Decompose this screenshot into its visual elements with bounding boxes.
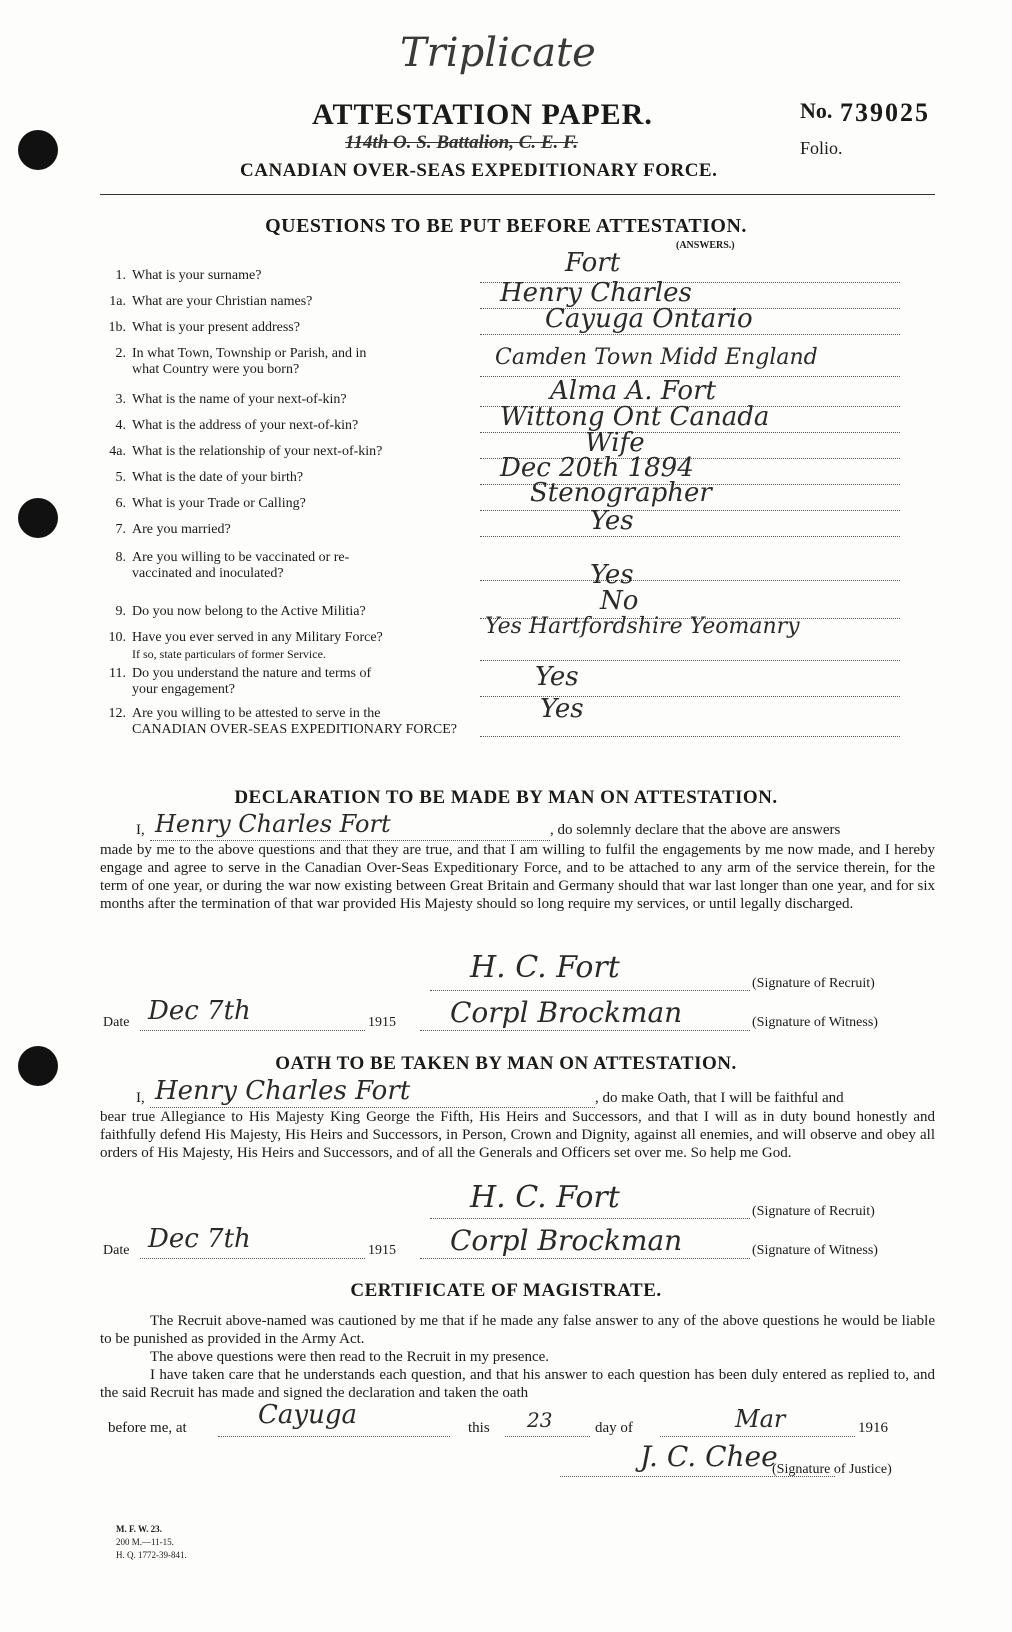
answer-text: Henry Charles <box>500 278 692 308</box>
certificate-heading: CERTIFICATE OF MAGISTRATE. <box>350 1280 662 1301</box>
declaration-witness-line <box>420 1030 750 1031</box>
oath-recruit-name: Henry Charles Fort <box>155 1076 411 1106</box>
oath-date: Dec 7th <box>148 1224 251 1254</box>
declaration-date: Dec 7th <box>148 996 251 1026</box>
certificate-day: 23 <box>527 1408 553 1432</box>
oath-body: bear true Allegiance to His Majesty King George the Fifth, His Heirs and Successors, and that I will as in duty bound honestly and faithfully defend His Majesty, His Heirs and Successors, in Person, Crown and Dignity, against all enemies, and will observe and obey all orders of His Majesty, His Heirs and Successors, and of all the Generals and Officers set over me. So help me God. <box>100 1109 935 1161</box>
certificate-paragraph-1 <box>100 1312 935 1348</box>
question-text: What is the date of your birth? <box>132 470 304 485</box>
declaration-recruit-label: (Signature of Recruit) <box>752 976 875 991</box>
question-number: 10. <box>108 630 126 645</box>
certificate-place-line <box>218 1436 450 1437</box>
oath-recruit-label: (Signature of Recruit) <box>752 1204 875 1219</box>
question-text: Do you understand the nature and terms of <box>132 666 372 681</box>
question-number: 1a. <box>109 294 126 309</box>
question-number: 7. <box>115 522 126 537</box>
certificate-year: 1916 <box>858 1420 888 1436</box>
triplicate-annotation: Triplicate <box>400 30 596 76</box>
oath-prefix: I, <box>136 1090 145 1106</box>
footer-print-run: 200 M.—11-15. <box>116 1537 174 1547</box>
document-title: ATTESTATION PAPER. <box>312 98 653 131</box>
oath-date-line <box>140 1258 365 1259</box>
question-number: 1. <box>115 268 126 283</box>
question-number: 4. <box>115 418 126 433</box>
answer-text: Dec 20th 1894 <box>500 453 694 483</box>
declaration-heading: DECLARATION TO BE MADE BY MAN ON ATTESTATION. <box>234 787 778 808</box>
answer-text: Camden Town Midd England <box>495 345 818 370</box>
oath-heading: OATH TO BE TAKEN BY MAN ON ATTESTATION. <box>275 1053 737 1074</box>
question-text: What is your surname? <box>132 268 262 283</box>
answer-text: Fort <box>565 248 621 278</box>
answers-label: (ANSWERS.) <box>676 240 735 251</box>
question-text-continued: If so, state particulars of former Service. <box>132 647 326 661</box>
question-row <box>100 604 366 620</box>
question-row <box>100 522 231 538</box>
declaration-date-label: Date <box>103 1015 130 1030</box>
certificate-before-label: before me, at <box>108 1420 187 1436</box>
justice-signature: J. C. Chee <box>640 1440 778 1473</box>
declaration-witness-label: (Signature of Witness) <box>752 1015 878 1030</box>
oath-recruit-signature-line <box>430 1218 750 1219</box>
certificate-p3-text: I have taken care that he understands each question, and that his answer to each question has been duly entered as replied to, and the said Recruit has made and signed the declaration and taken the oath <box>100 1367 935 1401</box>
answer-text: Cayuga Ontario <box>545 304 753 334</box>
answer-line <box>480 334 900 335</box>
question-text: Are you willing to be vaccinated or re- <box>132 550 350 565</box>
question-text: What is your present address? <box>132 320 300 335</box>
header-rule <box>100 194 935 195</box>
answer-text: Wittong Ont Canada <box>500 402 770 432</box>
certificate-month-line <box>660 1436 855 1437</box>
question-text: Are you married? <box>132 522 231 537</box>
question-text: What are your Christian names? <box>132 294 313 309</box>
question-row <box>100 630 383 663</box>
question-text: What is your Trade or Calling? <box>132 496 306 511</box>
question-number: 11. <box>109 666 126 681</box>
question-number: 3. <box>115 392 126 407</box>
answer-text: Yes Hartfordshire Yeomanry <box>485 614 800 639</box>
question-row <box>100 294 312 310</box>
question-text: Do you now belong to the Active Militia? <box>132 604 366 619</box>
answer-text: Yes <box>590 560 634 590</box>
answer-line <box>480 660 900 661</box>
question-number: 9. <box>115 604 126 619</box>
certificate-paragraph-3 <box>100 1366 935 1402</box>
question-text-continued: vaccinated and inoculated? <box>132 566 284 581</box>
declaration-line1-tail: , do solemnly declare that the above are answers <box>550 822 841 838</box>
question-text-continued: what Country were you born? <box>132 362 300 377</box>
certificate-month: Mar <box>735 1405 786 1433</box>
question-number: 2. <box>115 346 126 361</box>
answer-text: No <box>600 586 639 616</box>
question-row <box>100 418 358 434</box>
certificate-day-line <box>505 1436 590 1437</box>
oath-recruit-signature: H. C. Fort <box>470 1180 620 1215</box>
question-number: 12. <box>108 706 126 721</box>
declaration-witness-signature: Corpl Brockman <box>450 996 683 1029</box>
oath-line1-tail: , do make Oath, that I will be faithful and <box>595 1090 844 1106</box>
answer-text: Yes <box>540 694 584 724</box>
battalion-stamp: 114th O. S. Battalion, C. E. F. <box>345 132 579 153</box>
certificate-p2-text: The above questions were then read to the Recruit in my presence. <box>150 1349 550 1365</box>
question-number: 5. <box>115 470 126 485</box>
answer-line <box>480 432 900 433</box>
question-text: Have you ever served in any Military Force? <box>132 630 383 645</box>
declaration-body: made by me to the above questions and that they are true, and that I am willing to fulfil the engagements by me now made, and I hereby engage and agree to serve in the Canadian Over-Seas Expeditionary Force, and to be attached to any arm of the service therein, for the term of one year, or during the war now existing between Great Britain and Germany should that war last longer than one year, and for six months after the termination of that war provided His Majesty should so long require my services, or until legally discharged. <box>100 842 935 912</box>
question-text: In what Town, Township or Parish, and in <box>132 346 367 361</box>
question-text: What is the address of your next-of-kin? <box>132 418 359 433</box>
justice-label: (Signature of Justice) <box>772 1462 892 1477</box>
answer-text: Alma A. Fort <box>550 376 716 406</box>
oath-witness-label: (Signature of Witness) <box>752 1243 878 1258</box>
certificate-place: Cayuga <box>258 1400 357 1430</box>
question-text-continued: CANADIAN OVER-SEAS EXPEDITIONARY FORCE? <box>132 722 457 737</box>
answer-text: Stenographer <box>530 478 712 508</box>
question-number: 8. <box>115 550 126 565</box>
declaration-recruit-name: Henry Charles Fort <box>155 810 391 838</box>
answer-line <box>480 536 900 537</box>
oath-witness-line <box>420 1258 750 1259</box>
declaration-recruit-signature-line <box>430 990 750 991</box>
question-row <box>100 706 457 738</box>
question-row <box>100 496 306 512</box>
question-text: What is the name of your next-of-kin? <box>132 392 347 407</box>
answer-line <box>480 510 900 511</box>
question-number: 1b. <box>108 320 126 335</box>
folio-label: Folio. <box>800 138 843 158</box>
declaration-date-line <box>140 1030 365 1031</box>
answer-text: Yes <box>535 662 579 692</box>
declaration-prefix: I, <box>136 822 145 838</box>
oath-year: 1915 <box>368 1243 396 1258</box>
question-number: 6. <box>115 496 126 511</box>
question-row <box>100 268 261 284</box>
question-row <box>100 346 366 378</box>
answer-line <box>480 580 900 581</box>
footer-hq-code: H. Q. 1772-39-841. <box>116 1550 187 1560</box>
question-text: What is the relationship of your next-of-kin? <box>132 444 383 459</box>
questions-heading: QUESTIONS TO BE PUT BEFORE ATTESTATION. <box>265 215 747 237</box>
certificate-p1-text: The Recruit above-named was cautioned by me that if he made any false answer to any of the above questions he would be liable to be punished as provided in the Army Act. <box>100 1313 935 1347</box>
question-text: Are you willing to be attested to serve in the <box>132 706 381 721</box>
question-row <box>100 320 300 336</box>
certificate-day-of-label: day of <box>595 1420 633 1436</box>
punch-hole-top <box>18 130 58 170</box>
declaration-recruit-signature: H. C. Fort <box>470 950 620 985</box>
question-text-continued: your engagement? <box>132 682 236 697</box>
oath-witness-signature: Corpl Brockman <box>450 1224 683 1257</box>
question-row <box>100 666 371 698</box>
question-row <box>100 550 349 582</box>
declaration-year: 1915 <box>368 1015 396 1030</box>
question-row <box>100 392 347 408</box>
certificate-this-label: this <box>468 1420 490 1436</box>
answer-line <box>480 736 900 737</box>
force-name: CANADIAN OVER-SEAS EXPEDITIONARY FORCE. <box>240 160 718 181</box>
oath-date-label: Date <box>103 1243 130 1258</box>
question-row <box>100 444 382 460</box>
question-row <box>100 470 303 486</box>
regimental-number: 739025 <box>840 98 930 127</box>
punch-hole-middle <box>18 498 58 538</box>
question-number: 4a. <box>109 444 126 459</box>
footer-form-code: M. F. W. 23. <box>116 1524 162 1534</box>
number-label: No. <box>800 98 833 123</box>
answer-text: Wife <box>585 428 645 458</box>
answer-text: Yes <box>590 506 634 536</box>
certificate-paragraph-2 <box>100 1348 935 1366</box>
